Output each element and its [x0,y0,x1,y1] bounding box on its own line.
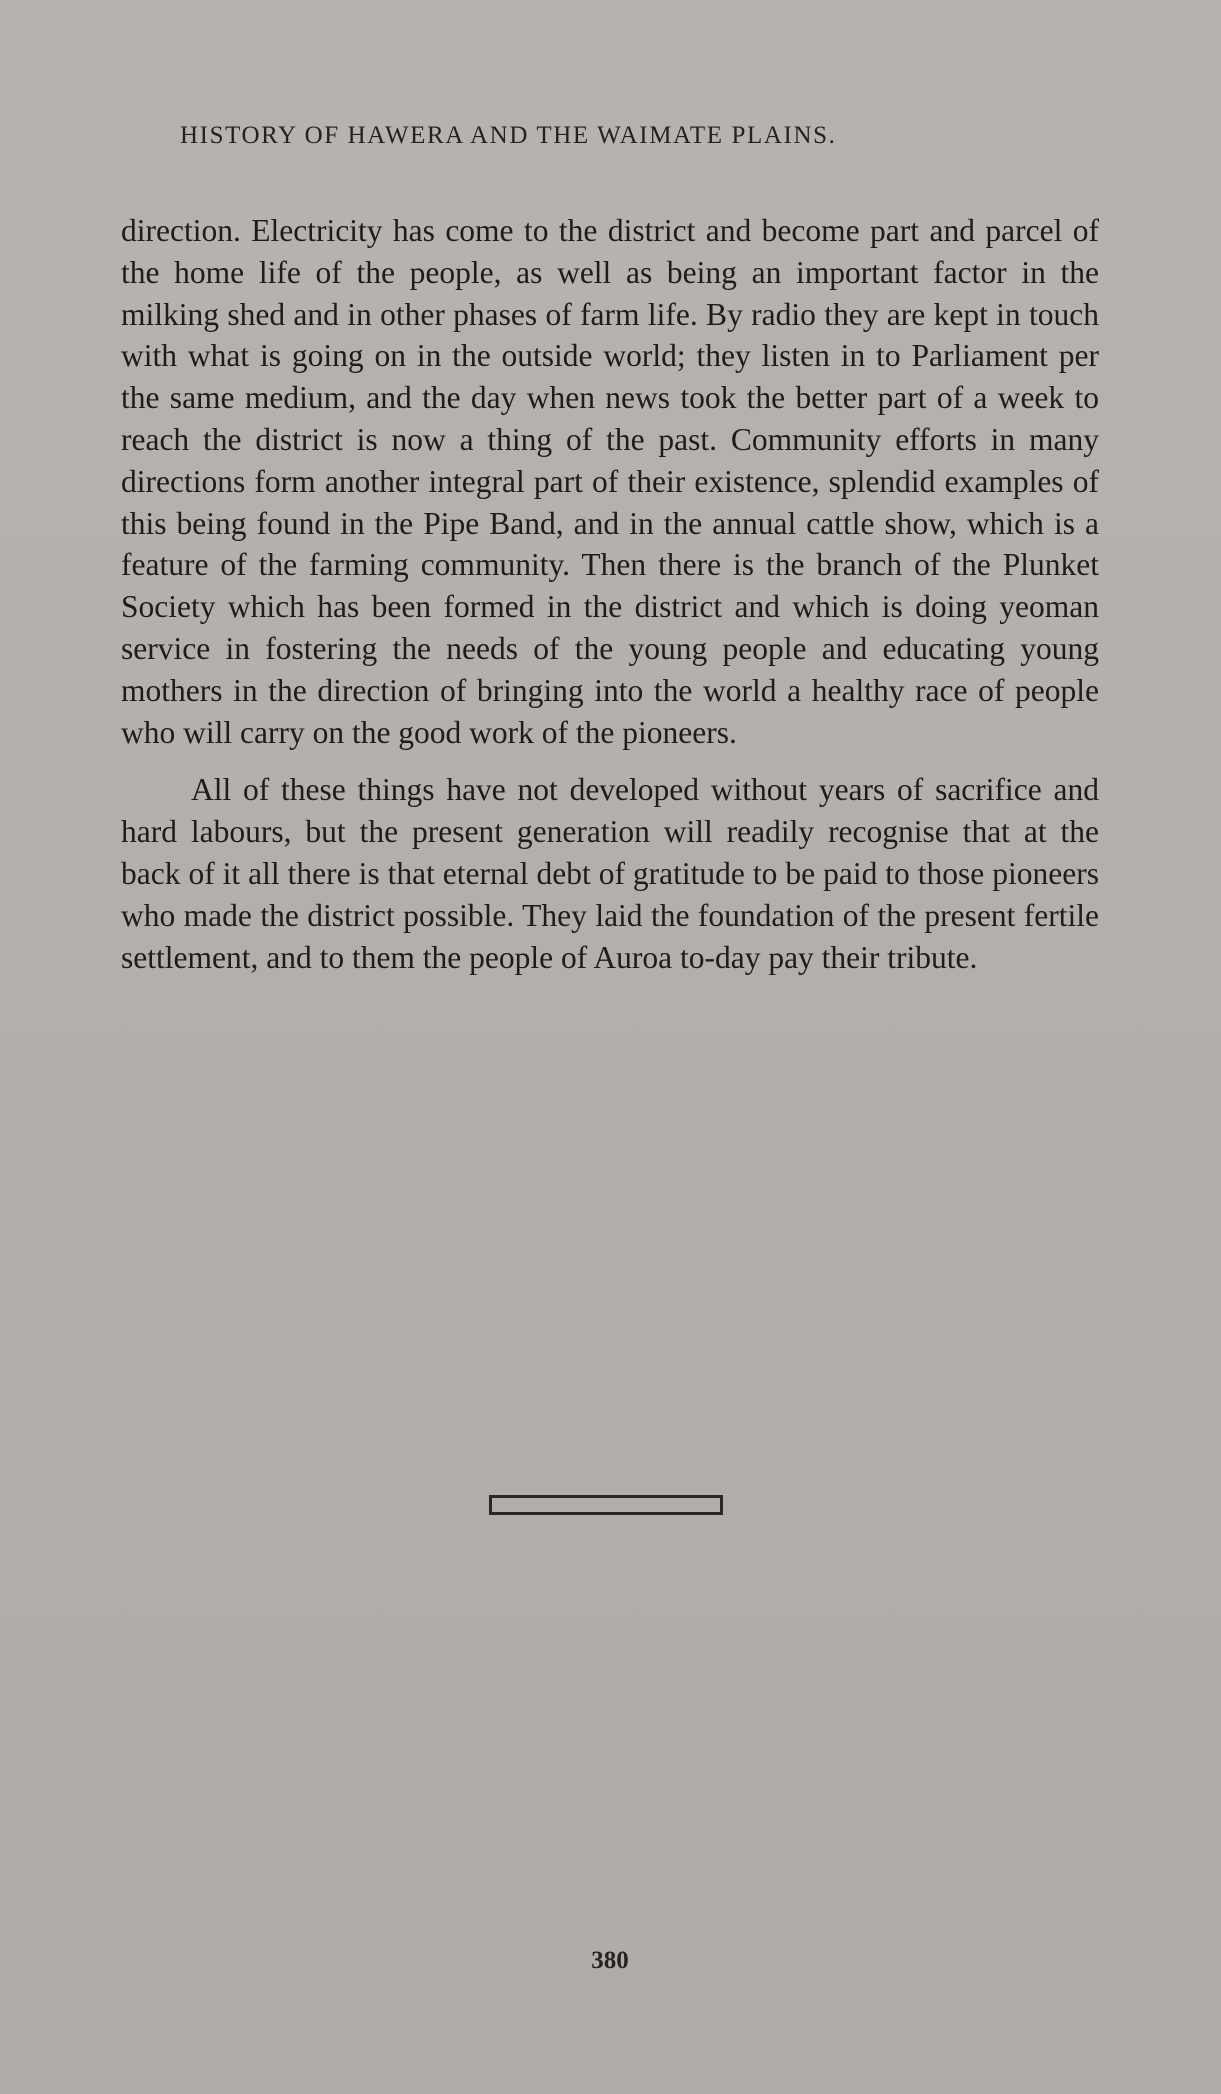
paragraph-1: direction. Electricity has come to the district and become part and parcel of the home life of the people, as well as being an important factor in the milking shed and in other phases of farm life. By radio they are kept in touch with what is going on in the outside world; they listen in to Parliament per the same medium, and the day when news took the better part of a week to reach the district is now a thing of the past. Community efforts in many directions form another integral part of their existence, splendid examples of this being found in the Pipe Band, and in the annual cattle show, which is a feature of the farming community. Then there is the branch of the Plunket Society which has been formed in the district and which is doing yeoman service in fostering the needs of the young people and educating young mothers in the direction of bringing into the world a healthy race of people who will carry on the good work of the pioneers. [121,213,1099,750]
paragraph-2: All of these things have not developed without years of sacrifice and hard labours, but the present generation will readily recognise that at the back of it all there is that eternal debt of gratitude to be paid to those pioneers who made the district possible. They laid the foundation of the present fertile settlement, and to them the people of Auroa to-day pay their tribute. [121,772,1099,975]
running-head: HISTORY OF HAWERA AND THE WAIMATE PLAINS. [180,122,837,149]
page-number: 380 [591,1947,629,1974]
body-text [121,210,1099,978]
end-ornament-rule [489,1495,723,1515]
